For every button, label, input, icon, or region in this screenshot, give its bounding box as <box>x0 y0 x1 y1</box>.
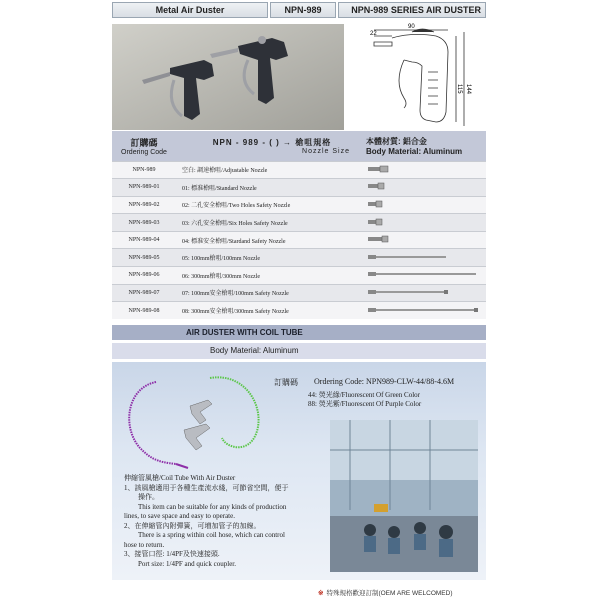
technical-drawing <box>352 22 486 132</box>
header-bar <box>112 2 486 18</box>
coil-description <box>124 474 354 569</box>
row-code: NPN-989-08 <box>112 302 176 320</box>
color-option-green: 44: 熒光綠/Fluorescent Of Green Color <box>308 391 420 399</box>
desc-1-en2: lines, to save space and easy to operate. <box>124 512 235 520</box>
header-title: Metal Air Duster <box>112 2 268 18</box>
col-ordering-code <box>112 131 176 161</box>
col-body-material <box>362 131 486 161</box>
order-label: 訂購碼 <box>274 378 298 387</box>
desc-1-en: This item can be suitable for any kinds of production <box>138 502 287 511</box>
row-desc: 03: 六孔安全槍咀/Six Holes Safety Nozzle <box>176 214 362 232</box>
nozzle-icon <box>362 249 486 267</box>
row-code: NPN-989-05 <box>112 249 176 267</box>
nozzle-icon <box>362 179 486 197</box>
table-row <box>112 196 486 214</box>
nozzle-icon <box>362 302 486 320</box>
row-desc: 02: 二孔安全槍咀/Two Holes Safety Nozzle <box>176 196 362 214</box>
table-row <box>112 161 486 179</box>
coil-body-material: Body Material: Aluminum <box>112 343 486 359</box>
desc-title: 伸縮管風槍/Coil Tube With Air Duster <box>124 474 236 482</box>
desc-1-zh: 1、該風槍適用于各種生產流水綫，可節省空間，便于 <box>124 483 289 492</box>
desc-1-zh2: 操作。 <box>138 493 159 501</box>
footer-mark: ※ <box>318 590 324 597</box>
col2-label: NPN - 989 - ( ) → 槍咀規格 <box>212 137 332 147</box>
row-desc: 08: 300mm安全槍咀/300mm Safety Nozzle <box>176 302 362 320</box>
footer-text: 特殊規格歡迎訂制(OEM ARE WELCOMED) <box>326 590 453 597</box>
table-row <box>112 179 486 197</box>
desc-2-en: There is a spring within coil hose, which can control <box>138 531 285 539</box>
table-row <box>112 214 486 232</box>
table-header-row <box>112 131 486 161</box>
row-code: NPN-989-06 <box>112 267 176 285</box>
ordering-code <box>274 377 455 388</box>
row-desc: 06: 300mm槍咀/300mm Nozzle <box>176 267 362 285</box>
col3-en: Body Material: Aluminum <box>366 146 463 156</box>
table-row <box>112 284 486 302</box>
header-series: NPN-989 SERIES AIR DUSTER <box>338 2 486 18</box>
row-desc: 01: 標准槍咀/Standard Nozzle <box>176 179 362 197</box>
table-row <box>112 231 486 249</box>
nozzle-icon <box>362 196 486 214</box>
table-row <box>112 302 486 320</box>
row-desc: 05: 100mm槍咀/100mm Nozzle <box>176 249 362 267</box>
row-code: NPN-989-04 <box>112 231 176 249</box>
col-nozzle-size <box>176 131 362 161</box>
row-code: NPN-989 <box>112 161 176 179</box>
dim-144: 144 <box>465 84 471 95</box>
row-desc: 空白: 調速槍咀/Adjustable Nozzle <box>176 161 362 179</box>
product-photo <box>112 24 344 130</box>
nozzle-icon <box>362 231 486 249</box>
row-code: NPN-989-01 <box>112 179 176 197</box>
table-row <box>112 249 486 267</box>
row-code: NPN-989-02 <box>112 196 176 214</box>
desc-3-en: Port size: 1/4PF and quick coupler. <box>138 559 236 568</box>
desc-2-en2: hose to return. <box>124 540 165 549</box>
nozzle-icon <box>362 284 486 302</box>
header-model: NPN-989 <box>270 2 336 18</box>
dim-22: 22 <box>370 31 377 37</box>
table-row <box>112 267 486 285</box>
row-code: NPN-989-03 <box>112 214 176 232</box>
desc-2-zh: 2、在伸縮管內附彈簧，可増加管子的加線。 <box>124 521 261 530</box>
col1-zh: 訂購碼 <box>130 137 158 148</box>
desc-3-zh: 3、接管口徑: 1/4PF及快速接頭. <box>124 550 220 558</box>
dim-90: 90 <box>408 24 415 30</box>
nozzle-icon <box>362 161 486 179</box>
row-desc: 07: 100mm安全槍咀/100mm Safety Nozzle <box>176 284 362 302</box>
footer-note <box>318 588 453 597</box>
dim-115: 115 <box>456 84 462 94</box>
col3-zh: 本體材質: 鋁合金 <box>366 136 427 146</box>
nozzle-icon <box>362 267 486 285</box>
coil-section-title: AIR DUSTER WITH COIL TUBE <box>112 325 486 340</box>
nozzle-icon <box>362 214 486 232</box>
row-desc: 04: 標准安全槍咀/Stardand Safety Nozzle <box>176 231 362 249</box>
col1-en: Ordering Code <box>121 148 167 156</box>
col2-en: Nozzle Size <box>302 147 350 155</box>
ordering-table <box>112 131 486 319</box>
row-code: NPN-989-07 <box>112 284 176 302</box>
color-option-purple: 88: 熒光紫/Fluorescent Of Purple Color <box>308 400 422 408</box>
coil-tube-image <box>116 368 276 472</box>
order-code-value: Ordering Code: NPN989-CLW-44/88-4.6M <box>314 377 455 386</box>
